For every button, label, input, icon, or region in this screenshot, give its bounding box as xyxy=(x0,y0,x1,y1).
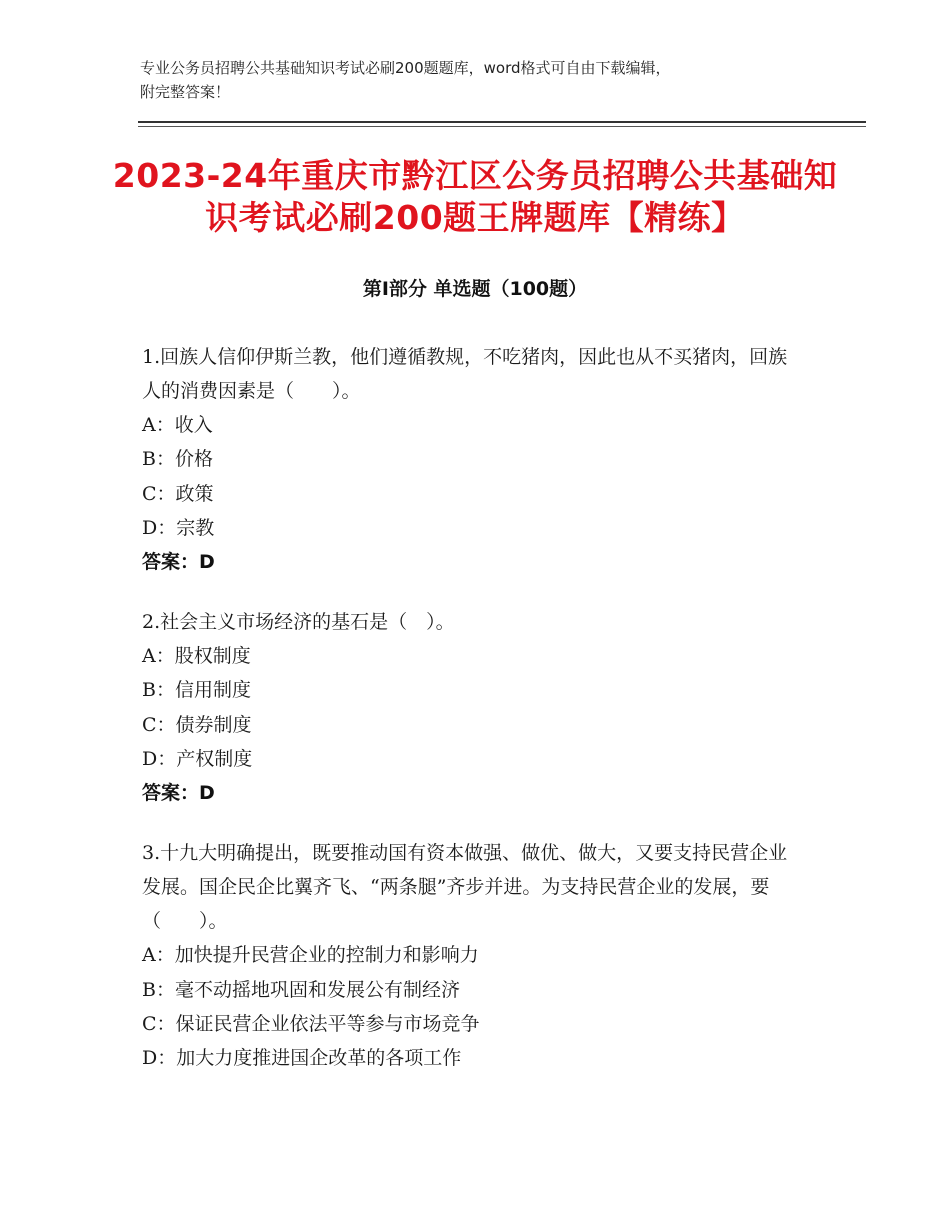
header-note-line-2: 附完整答案！ xyxy=(140,83,231,101)
option-b: B：毫不动摇地巩固和发展公有制经济 xyxy=(142,978,460,1001)
question-text: 3.十九大明确提出，既要推动国有资本做强、做优、做大，又要支持民营企业发展。国企民企比翼齐飞、“两条腿”齐步并进。为支持民营企业的发展，要（ ）。 xyxy=(142,842,788,933)
option-a: A：股权制度 xyxy=(142,645,251,668)
question-2 xyxy=(142,605,802,810)
option-b: B：价格 xyxy=(142,448,213,471)
option-d: D：加大力度推进国企改革的各项工作 xyxy=(142,1047,462,1070)
question-3 xyxy=(142,836,802,1075)
option-b: B：信用制度 xyxy=(142,679,251,702)
header-note xyxy=(140,56,820,104)
answer-line: 答案：D xyxy=(142,782,215,805)
option-a: A：加快提升民营企业的控制力和影响力 xyxy=(142,944,479,967)
option-c: C：债券制度 xyxy=(142,713,252,736)
question-text: 1.回族人信仰伊斯兰教，他们遵循教规，不吃猪肉，因此也从不买猪肉，回族人的消费因素是（ ）。 xyxy=(142,346,788,402)
question-list xyxy=(142,340,802,1102)
question-1 xyxy=(142,340,802,579)
option-d: D：产权制度 xyxy=(142,748,253,771)
question-text: 2.社会主义市场经济的基石是（ ）。 xyxy=(142,611,455,634)
answer-line: 答案：D xyxy=(142,551,215,574)
header-divider-thick xyxy=(138,121,866,123)
option-c: C：政策 xyxy=(142,482,214,505)
section-heading: 第Ⅰ部分 单选题（100题） xyxy=(362,278,588,300)
option-a: A：收入 xyxy=(142,414,213,436)
option-c: C：保证民营企业依法平等参与市场竞争 xyxy=(142,1012,480,1035)
document-title: 2023-24年重庆市黔江区公务员招聘公共基础知识考试必刷200题王牌题库【精练】 xyxy=(112,156,838,237)
header-note-line-1: 专业公务员招聘公共基础知识考试必刷200题题库，word格式可自由下载编辑， xyxy=(140,59,671,77)
option-d: D：宗教 xyxy=(142,516,215,539)
header-divider-thin xyxy=(138,126,866,127)
